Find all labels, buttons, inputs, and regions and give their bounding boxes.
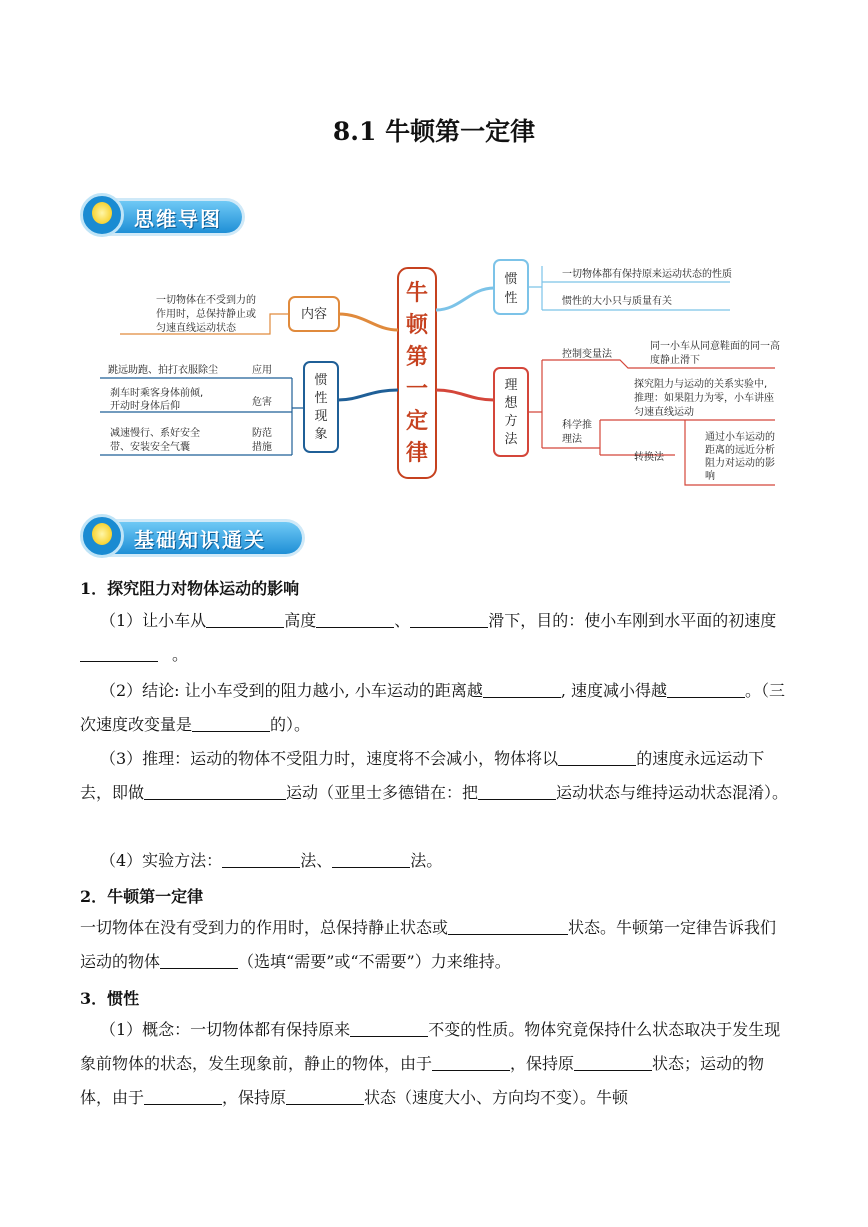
- svg-text:带、安装安全气囊: 带、安装安全气囊: [110, 442, 190, 453]
- svg-text:匀速直线运动: 匀速直线运动: [634, 407, 694, 418]
- center-char: 牛: [405, 281, 429, 306]
- answer-blank[interactable]: [667, 681, 745, 698]
- answer-blank[interactable]: [206, 611, 284, 628]
- center-char: 一: [405, 377, 429, 402]
- section-heading: 3．惯性: [80, 989, 140, 1008]
- svg-text:惯: 惯: [314, 373, 328, 388]
- svg-text:理: 理: [504, 378, 518, 393]
- svg-text:推理：如果阻力为零，小车讲座: 推理：如果阻力为零，小车讲座: [634, 393, 774, 404]
- svg-text:现: 现: [314, 409, 328, 424]
- svg-text:象: 象: [314, 427, 328, 442]
- center-char: 顿: [405, 313, 429, 338]
- answer-blank[interactable]: [332, 851, 410, 868]
- lightbulb-icon: [80, 514, 124, 558]
- svg-text:危害: 危害: [252, 397, 272, 408]
- section-heading: 1．探究阻力对物体运动的影响: [80, 579, 300, 598]
- answer-blank[interactable]: [144, 783, 286, 800]
- answer-blank[interactable]: [144, 1088, 222, 1105]
- svg-text:跳远助跑、拍打衣服除尘: 跳远助跑、拍打衣服除尘: [108, 365, 218, 376]
- mindmap-banner-text: 思维导图: [134, 207, 222, 231]
- center-char: 第: [405, 345, 429, 370]
- answer-blank[interactable]: [483, 681, 561, 698]
- paragraph-s3p1: （1）概念：一切物体都有保持原来 不变的性质。物体究竟保持什么状态取决于发生现象前物体的状态，发生现象前，静止的物体，由于 ，保持原 状态；运动的物体，由于 ，保持原 状态（速度大小、方向均不变）。牛顿: [80, 1020, 781, 1107]
- mind-map: [0, 0, 868, 500]
- center-char: 律: [405, 441, 429, 466]
- paragraph-s2p1: 一切物体在没有受到力的作用时，总保持静止状态或 状态。牛顿第一定律告诉我们运动的物体 （选填“需要”或“不需要”）力来维持。: [80, 918, 777, 971]
- svg-text:一切物体都有保持原来运动状态的性质: 一切物体都有保持原来运动状态的性质: [562, 269, 732, 280]
- content-line: 一切物体在不受到力的: [156, 295, 256, 306]
- answer-blank[interactable]: [432, 1054, 510, 1071]
- content-line: 匀速直线运动状态: [156, 323, 236, 334]
- svg-text:刹车时乘客身体前倾,: 刹车时乘客身体前倾,: [110, 388, 204, 399]
- svg-text:理法: 理法: [562, 434, 582, 445]
- basics-banner: [80, 514, 305, 562]
- paragraph-s1p1: （1）让小车从 高度 、 滑下，目的：使小车刚到水平面的初速度。: [80, 604, 792, 672]
- answer-blank[interactable]: [316, 611, 394, 628]
- svg-text:惯: 惯: [504, 272, 518, 287]
- answer-blank[interactable]: [410, 611, 488, 628]
- svg-text:应用: 应用: [252, 365, 272, 376]
- svg-text:性: 性: [314, 391, 328, 406]
- svg-text:探究阻力与运动的关系实验中,: 探究阻力与运动的关系实验中,: [634, 379, 768, 390]
- svg-text:防范: 防范: [252, 428, 272, 439]
- svg-text:惯性的大小只与质量有关: 惯性的大小只与质量有关: [562, 296, 672, 307]
- svg-text:同一小车从同意鞋面的同一高: 同一小车从同意鞋面的同一高: [650, 341, 780, 352]
- paragraph-s1p2: （2）结论: 让小车受到的阻力越小, 小车运动的距离越 , 速度减小得越 。（三次速度改变量是 的）。: [80, 681, 786, 734]
- svg-text:开动时身体后仰: 开动时身体后仰: [110, 401, 180, 412]
- svg-text:阻力对运动的影: 阻力对运动的影: [705, 458, 775, 469]
- answer-blank[interactable]: [192, 715, 270, 732]
- svg-text:控制变量法: 控制变量法: [562, 349, 612, 360]
- answer-blank[interactable]: [286, 1088, 364, 1105]
- svg-text:响: 响: [705, 471, 715, 482]
- svg-text:减速慢行、系好安全: 减速慢行、系好安全: [110, 428, 200, 439]
- basics-banner-text: 基础知识通关: [134, 528, 266, 552]
- section-heading: 2．牛顿第一定律: [80, 887, 204, 906]
- svg-text:转换法: 转换法: [634, 452, 664, 463]
- content-label: 内容: [300, 307, 328, 322]
- svg-text:度静止滑下: 度静止滑下: [650, 355, 700, 366]
- answer-blank[interactable]: [222, 851, 300, 868]
- answer-blank[interactable]: [80, 645, 158, 662]
- content-line: 作用时，总保持静止或: [156, 309, 256, 320]
- svg-text:科学推: 科学推: [562, 420, 592, 431]
- svg-text:性: 性: [504, 291, 518, 306]
- svg-text:方: 方: [504, 414, 518, 429]
- center-char: 定: [405, 409, 429, 434]
- paragraph-s1p4: （4）实验方法： 法、 法。: [100, 851, 443, 870]
- page-title: 8.1 牛顿第一定律: [332, 117, 536, 146]
- svg-text:想: 想: [504, 396, 518, 411]
- paragraph-s1p3: （3）推理：运动的物体不受阻力时，速度将不会减小，物体将以 的速度永远运动下去，即做 运动（亚里士多德错在：把 运动状态与维持运动状态混淆）。: [80, 749, 789, 802]
- svg-text:法: 法: [504, 432, 518, 447]
- svg-text:距离的远近分析: 距离的远近分析: [705, 445, 775, 456]
- answer-blank[interactable]: [478, 783, 556, 800]
- answer-blank[interactable]: [558, 749, 636, 766]
- svg-text:通过小车运动的: 通过小车运动的: [705, 432, 775, 443]
- answer-blank[interactable]: [160, 952, 238, 969]
- answer-blank[interactable]: [574, 1054, 652, 1071]
- svg-text:措施: 措施: [252, 442, 272, 453]
- answer-blank[interactable]: [448, 918, 568, 935]
- answer-blank[interactable]: [350, 1020, 428, 1037]
